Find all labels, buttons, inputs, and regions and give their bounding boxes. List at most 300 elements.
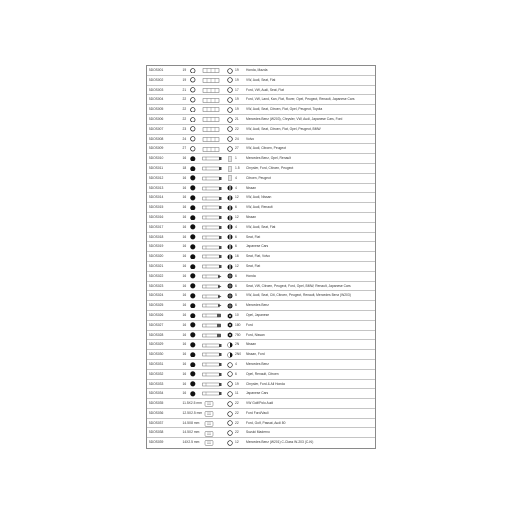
vehicle-application: Honda [246, 273, 256, 278]
profile-icon [227, 293, 233, 299]
profile-icon [227, 136, 233, 142]
profile-number: 22 [235, 126, 239, 131]
vehicle-application: VW, Audi, Seat, Fiat [246, 224, 276, 229]
socket-icon [190, 136, 196, 142]
profile-icon [227, 185, 233, 191]
profile-icon [227, 273, 233, 279]
profile-icon [227, 322, 233, 328]
profile-number: 6 [235, 283, 237, 288]
socket-icon [190, 283, 196, 289]
profile-icon [227, 352, 233, 358]
table-row [147, 311, 375, 321]
tool-bit-icon [202, 127, 223, 132]
part-code: BDOS036 [148, 410, 164, 415]
socket-icon [190, 273, 196, 279]
table-row [147, 184, 375, 194]
part-size: 16 [182, 332, 187, 337]
socket-icon [190, 342, 196, 348]
vehicle-application: Ford, Nissan [246, 332, 265, 337]
tool-bit-icon [202, 411, 223, 416]
vehicle-application: Japanese Cars [246, 244, 269, 249]
socket-icon [190, 185, 196, 191]
part-size: 16 [182, 361, 187, 366]
profile-icon [227, 166, 233, 172]
part-size: 16 [182, 263, 187, 268]
part-size: 22 [182, 107, 187, 112]
socket-icon [190, 146, 196, 152]
part-size: 16 [182, 322, 187, 327]
part-code: BDOS004 [148, 97, 164, 102]
profile-icon [227, 283, 233, 289]
table-row [147, 370, 375, 380]
table-row [147, 144, 375, 154]
table-row [147, 409, 375, 419]
profile-number: 17 [235, 87, 239, 92]
profile-number: 24 [235, 136, 239, 141]
profile-icon [227, 391, 233, 397]
profile-icon [227, 303, 233, 309]
socket-icon [190, 97, 196, 103]
profile-number: 12 [235, 195, 239, 200]
part-size: 23 [182, 126, 187, 131]
part-size: 16 [182, 195, 187, 200]
socket-icon [190, 371, 196, 377]
part-size: 16 [182, 175, 187, 180]
profile-number: 22 [235, 420, 239, 425]
tool-bit-icon [202, 156, 223, 161]
table-row [147, 135, 375, 145]
profile-icon [227, 254, 233, 260]
part-code: BDOS009 [148, 146, 164, 151]
vehicle-application: Ford, VW, Land, Kan, Fiat, Rover, Opel, Peugeot, Renault, Japanese Cars [246, 97, 355, 102]
socket-icon [190, 87, 196, 93]
socket-icon [190, 332, 196, 338]
socket-icon [190, 234, 196, 240]
part-code: BDOS010 [148, 156, 164, 161]
profile-number: 4 [235, 224, 237, 229]
part-code: BDOS017 [148, 224, 164, 229]
vehicle-application: Mercedes Benz, Opel, Renault [246, 156, 291, 161]
table-row [147, 399, 375, 409]
part-size: 11.5X2.5 mm [182, 401, 202, 406]
table-row [147, 154, 375, 164]
socket-icon [190, 322, 196, 328]
tool-bit-icon [202, 225, 223, 230]
part-size: 19 [182, 77, 187, 82]
part-code: BDOS030 [148, 352, 164, 357]
part-size: 16 [182, 156, 187, 161]
profile-icon [227, 381, 233, 387]
profile-icon [227, 420, 233, 426]
part-size: 16 [182, 244, 187, 249]
vehicle-application: Nissan, Ford [246, 352, 265, 357]
profile-icon [227, 68, 233, 74]
table-row [147, 360, 375, 370]
socket-icon [190, 303, 196, 309]
profile-number: 6 [235, 244, 237, 249]
vehicle-application: VW, Audi, Seat, Citi, Citroen, Peugeot, Renault, Mercedes Benz (W203) [246, 293, 351, 298]
profile-icon [227, 195, 233, 201]
profile-number: 10 [235, 312, 239, 317]
socket-icon [190, 126, 196, 132]
profile-icon [227, 175, 233, 181]
part-code: BDOS002 [148, 77, 164, 82]
profile-number: 6 [235, 303, 237, 308]
profile-icon [227, 411, 233, 417]
part-code: BDOS018 [148, 234, 164, 239]
socket-icon [190, 420, 196, 426]
part-size: 16 [182, 185, 187, 190]
tool-bit-icon [202, 205, 223, 210]
part-size: 18 [182, 165, 187, 170]
tool-bit-icon [202, 107, 223, 112]
part-size: 16 [182, 381, 187, 386]
part-code: BDOS019 [148, 244, 164, 249]
part-size: 16 [182, 283, 187, 288]
part-code: BDOS021 [148, 263, 164, 268]
profile-number: 4 [235, 361, 237, 366]
socket-icon [190, 77, 196, 83]
profile-icon [227, 313, 233, 319]
tool-bit-icon [202, 68, 223, 73]
vehicle-application: Ford, Golf, Passat, Audi 80 [246, 420, 286, 425]
vehicle-application: Opel, Renault, Citroen [246, 371, 279, 376]
vehicle-application: Ford [246, 322, 253, 327]
part-size: 16 [182, 254, 187, 259]
table-row [147, 242, 375, 252]
vehicle-application: VW, Audi, Nissan [246, 195, 272, 200]
profile-icon [227, 77, 233, 83]
socket-icon [190, 362, 196, 368]
vehicle-application: Seat, Fiat, Volvo [246, 254, 271, 259]
part-code: BDOS022 [148, 273, 164, 278]
part-size: 16 [182, 293, 187, 298]
socket-icon [190, 381, 196, 387]
part-size: 22 [182, 116, 187, 121]
socket-icon [190, 107, 196, 113]
profile-number: 22 [235, 401, 239, 406]
tool-bit-icon [202, 294, 223, 299]
profile-icon [227, 126, 233, 132]
part-size: 16 [182, 224, 187, 229]
profile-icon [227, 97, 233, 103]
part-size: 12.5X2.5 mm [182, 410, 203, 415]
vehicle-application: VW, Audi, Citroen, Peugeot [246, 146, 286, 151]
part-code: BDOS015 [148, 205, 164, 210]
vehicle-application: Seat, Fiat [246, 234, 261, 239]
part-code: BDOS035 [148, 401, 164, 406]
vehicle-application: Seat, VW, Citroen, Peugeot, Ford, Opel, BMW, Renault, Japanese Cars [246, 283, 351, 288]
profile-icon [227, 234, 233, 240]
tool-bit-icon [202, 88, 223, 93]
part-size: 16 [182, 214, 187, 219]
part-code: BDOS005 [148, 107, 164, 112]
socket-icon [190, 264, 196, 270]
table-row [147, 428, 375, 438]
profile-number: 6 [235, 205, 237, 210]
part-code: BDOS038 [148, 430, 164, 435]
tool-bit-icon [202, 166, 223, 171]
part-size: 16 [182, 371, 187, 376]
vehicle-application: VW, Audi, Seat, Fiat [246, 77, 276, 82]
profile-icon [227, 205, 233, 211]
vehicle-application: Nissan [246, 342, 257, 347]
part-size: 16 [182, 303, 187, 308]
profile-icon [227, 215, 233, 221]
socket-icon [190, 411, 196, 417]
vehicle-application: Mercedes Benz (W203), Chrysler, VW, Audi, Japanese Cars, Ford [246, 116, 343, 121]
table-row [147, 438, 375, 448]
tool-bit-icon [202, 215, 223, 220]
tool-bit-icon [202, 254, 223, 259]
table-row [147, 66, 375, 76]
part-size: 22 [182, 97, 187, 102]
tool-bit-icon [202, 196, 223, 201]
part-code: BDOS023 [148, 283, 164, 288]
socket-icon [190, 391, 196, 397]
table-row [147, 262, 375, 272]
tool-bit-icon [202, 98, 223, 103]
vehicle-application: Seat, Fiat [246, 263, 261, 268]
profile-number: 12 [235, 440, 239, 445]
table-row [147, 105, 375, 115]
part-code: BDOS027 [148, 322, 164, 327]
profile-number: 4 [235, 175, 237, 180]
vehicle-application: VW, Audi, Seat, Citroen, Fiat, Opel, Peugeot, BMW [246, 126, 321, 131]
tool-bit-icon [202, 333, 223, 338]
part-code: BDOS031 [148, 361, 164, 366]
table-row [147, 203, 375, 213]
part-code: BDOS008 [148, 136, 164, 141]
part-code: BDOS003 [148, 87, 164, 92]
profile-number: 19 [235, 97, 239, 102]
profile-number: 4 [235, 185, 237, 190]
vehicle-application: Citroen, Peugeot [246, 175, 271, 180]
tool-bit-icon [202, 264, 223, 269]
profile-number: 16 [235, 254, 239, 259]
vehicle-application: Suzuki Maderno [246, 430, 270, 435]
table-row [147, 331, 375, 341]
table-row [147, 223, 375, 233]
table-row [147, 252, 375, 262]
part-code: BDOS020 [148, 254, 164, 259]
part-size: 16 [182, 273, 187, 278]
vehicle-application: VW, Audi, Seat, Citroen, Fiat, Opel, Peugeot, Toyota [246, 107, 323, 112]
profile-number: 180 [235, 322, 241, 327]
profile-number: 6 [235, 273, 237, 278]
socket-icon [190, 166, 196, 172]
profile-icon [227, 156, 233, 162]
socket-icon [190, 313, 196, 319]
socket-icon [190, 205, 196, 211]
table-row [147, 193, 375, 203]
profile-icon [227, 362, 233, 368]
socket-icon [190, 352, 196, 358]
part-code: BDOS033 [148, 381, 164, 386]
part-code: BDOS016 [148, 214, 164, 219]
vehicle-application: Mercedes Benz [246, 303, 269, 308]
profile-icon [227, 107, 233, 113]
profile-number: 5 [235, 293, 237, 298]
socket-icon [190, 195, 196, 201]
part-code: BDOS039 [148, 440, 164, 445]
socket-icon [190, 430, 196, 436]
part-size: 16 [182, 352, 187, 357]
table-row [147, 419, 375, 429]
socket-icon [190, 254, 196, 260]
vehicle-application: VW, Audi, Renault [246, 205, 273, 210]
vehicle-application: Nissan [246, 185, 257, 190]
tool-bit-icon [202, 245, 223, 250]
tool-bit-icon [202, 284, 223, 289]
table-row [147, 272, 375, 282]
tool-bit-icon [202, 186, 223, 191]
part-code: BDOS006 [148, 116, 164, 121]
table-row [147, 164, 375, 174]
table-row [147, 321, 375, 331]
part-size: 24 [182, 136, 187, 141]
table-row [147, 76, 375, 86]
tool-bit-icon [202, 147, 223, 152]
part-size: 19 [182, 68, 187, 72]
table-row [147, 233, 375, 243]
socket-icon [190, 224, 196, 230]
profile-number: 6 [235, 371, 237, 376]
tool-bit-icon [202, 372, 223, 377]
profile-icon [227, 342, 233, 348]
part-code: BDOS001 [148, 68, 164, 72]
profile-number: 2N0 [235, 352, 242, 357]
tool-bit-icon [202, 176, 223, 181]
socket-icon [190, 401, 196, 407]
table-row [147, 282, 375, 292]
table-row [147, 389, 375, 399]
vehicle-application: Mercedes Benz [246, 361, 269, 366]
tool-bit-icon [202, 323, 223, 328]
profile-number: 21 [235, 116, 239, 121]
tool-bit-icon [202, 313, 223, 318]
profile-icon [227, 244, 233, 250]
table-row [147, 340, 375, 350]
profile-number: 19 [235, 68, 239, 72]
socket-icon [190, 175, 196, 181]
tool-bit-icon [202, 431, 223, 436]
table-row [147, 380, 375, 390]
part-size: 14.5X2 mm [182, 430, 200, 435]
profile-number: 1.5 [235, 165, 240, 170]
socket-icon [190, 215, 196, 221]
part-code: BDOS028 [148, 332, 164, 337]
profile-icon [227, 430, 233, 436]
tool-bit-icon [202, 137, 223, 142]
table-row [147, 213, 375, 223]
profile-icon [227, 87, 233, 93]
profile-number: 22 [235, 430, 239, 435]
part-size: 16 [182, 391, 187, 396]
tool-bit-icon [202, 440, 223, 445]
profile-number: 22 [235, 410, 239, 415]
tool-bit-icon [202, 235, 223, 240]
profile-icon [227, 117, 233, 123]
profile-icon [227, 146, 233, 152]
part-code: BDOS026 [148, 312, 164, 317]
socket-icon [190, 117, 196, 123]
profile-number: 6 [235, 234, 237, 239]
vehicle-application: Honda, Mazda [246, 68, 268, 72]
part-code: BDOS034 [148, 391, 164, 396]
part-code: BDOS007 [148, 126, 164, 131]
socket-icon [190, 68, 196, 74]
part-size: 16 [182, 205, 187, 210]
profile-number: 12 [235, 214, 239, 219]
part-size: 21 [182, 87, 187, 92]
table-row [147, 174, 375, 184]
table-row [147, 291, 375, 301]
vehicle-application: VW Golf/Polo Audi [246, 401, 274, 406]
profile-number: 2N [235, 342, 240, 347]
profile-icon [227, 224, 233, 230]
profile-icon [227, 371, 233, 377]
tool-bit-icon [202, 421, 223, 426]
vehicle-application: Ford, VW, Audi, Seat, Fiat [246, 87, 284, 92]
tool-bit-icon [202, 391, 223, 396]
table-row [147, 86, 375, 96]
tool-bit-icon [202, 117, 223, 122]
vehicle-application: Volvo [246, 136, 255, 141]
part-size: 14X2.5 mm [182, 440, 200, 445]
part-code: BDOS024 [148, 293, 164, 298]
part-code: BDOS013 [148, 185, 164, 190]
socket-icon [190, 293, 196, 299]
tool-bit-icon [202, 401, 223, 406]
profile-number: 27 [235, 146, 239, 151]
socket-icon [190, 156, 196, 162]
profile-icon [227, 264, 233, 270]
table-row [147, 350, 375, 360]
profile-number: 11 [235, 391, 239, 396]
profile-number: 1 [235, 156, 237, 161]
vehicle-application: Ford Ford/Vauli [246, 410, 269, 415]
vehicle-application: Chrysler, Ford, Citroen, Peugeot [246, 165, 294, 170]
part-code: BDOS025 [148, 303, 164, 308]
part-code: BDOS029 [148, 342, 164, 347]
part-code: BDOS012 [148, 175, 164, 180]
socket-icon [190, 244, 196, 250]
profile-number: 19 [235, 77, 239, 82]
vehicle-application: Nissan [246, 214, 257, 219]
tool-bit-icon [202, 343, 223, 348]
tool-bit-icon [202, 352, 223, 357]
socket-icon [190, 440, 196, 446]
vehicle-application: Japanese Cars [246, 391, 269, 396]
tool-bit-icon [202, 382, 223, 387]
table-row [147, 301, 375, 311]
profile-number: 19 [235, 107, 239, 112]
tool-bit-icon [202, 303, 223, 308]
part-code: BDOS014 [148, 195, 164, 200]
table-row [147, 115, 375, 125]
vehicle-application: Opel, Japanese [246, 312, 270, 317]
table-row [147, 95, 375, 105]
profile-number: 12 [235, 263, 239, 268]
vehicle-application: Mercedes Benz (W201) C-Class W-203 (C-Ki) [246, 440, 314, 445]
profile-icon [227, 401, 233, 407]
part-code: BDOS032 [148, 371, 164, 376]
profile-icon [227, 332, 233, 338]
profile-number: 19 [235, 381, 239, 386]
tool-spec-table [146, 65, 376, 449]
part-code: BDOS011 [148, 165, 164, 170]
